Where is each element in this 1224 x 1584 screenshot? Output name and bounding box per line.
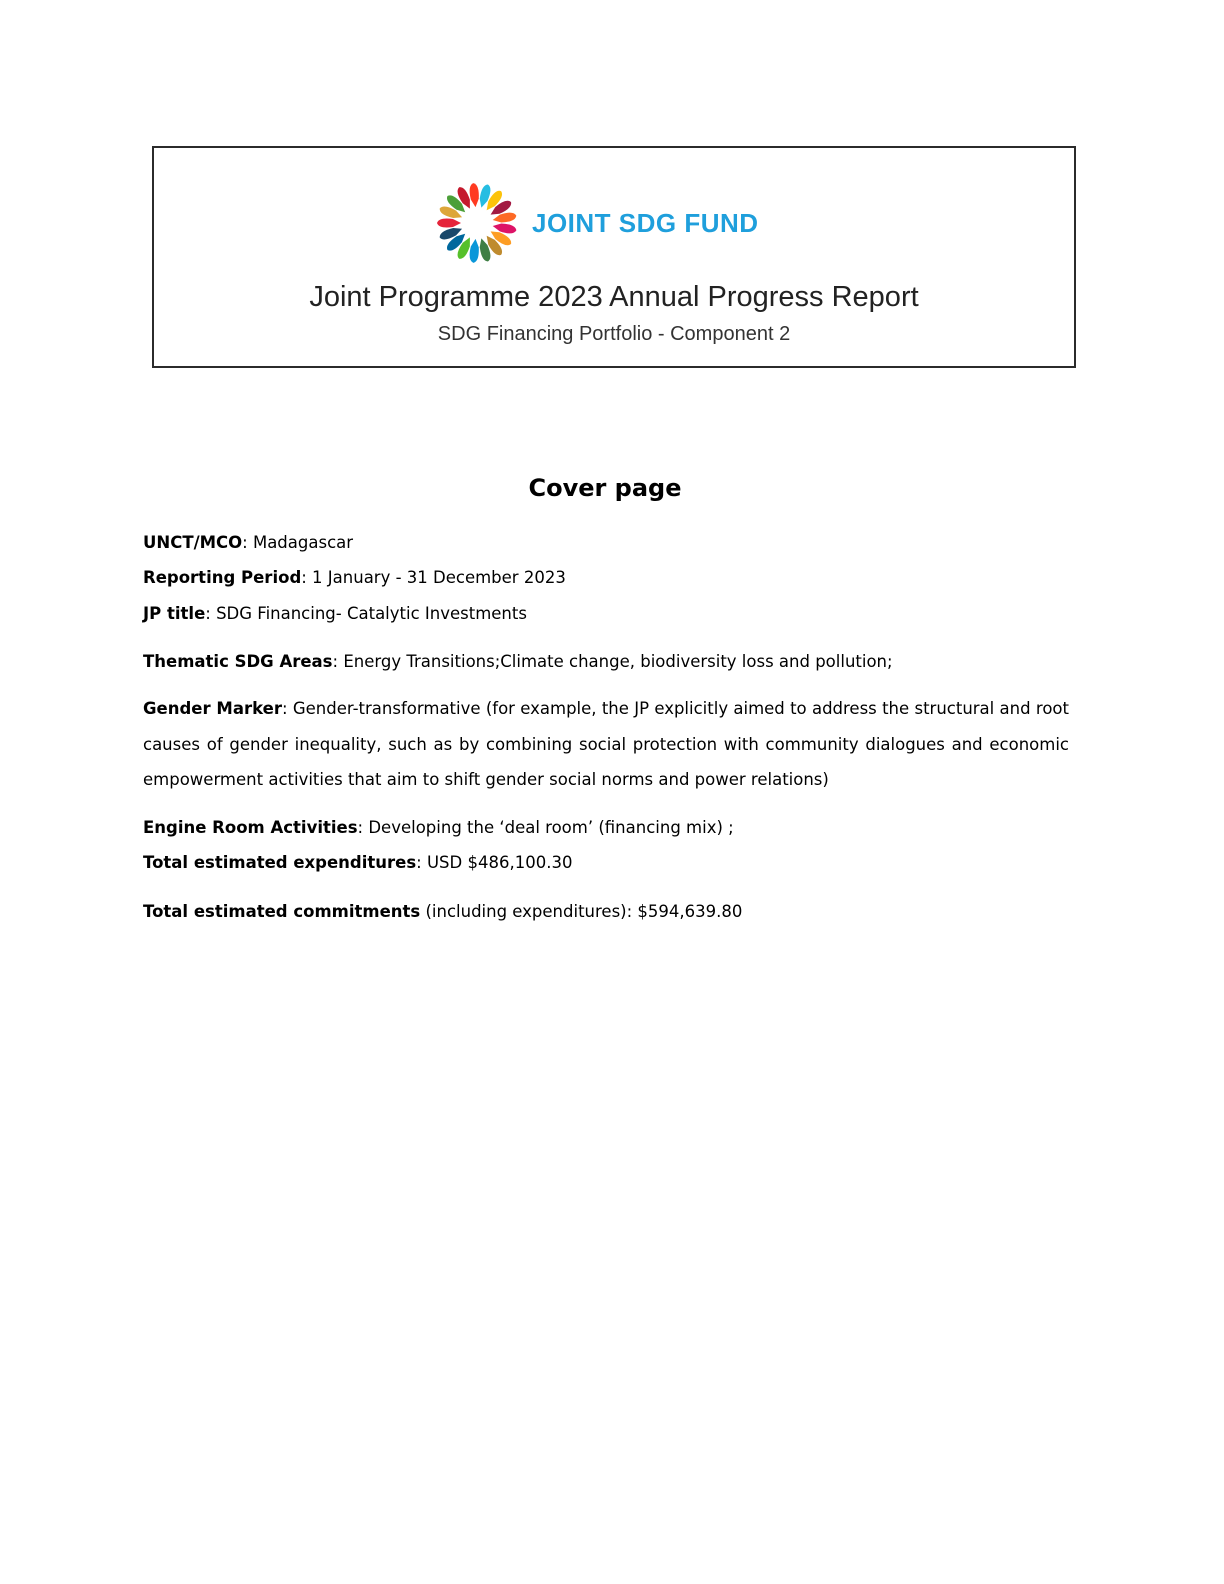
field-value: : SDG Financing- Catalytic Investments [205, 604, 527, 623]
field-value: : Madagascar [242, 533, 354, 552]
field-label: UNCT/MCO [143, 533, 243, 552]
report-header-box [152, 146, 1076, 368]
field-engine-room-activities [143, 810, 1069, 846]
sdg-wheel-icon [434, 180, 520, 266]
field-unct-mco [143, 525, 1069, 561]
logo-text: JOINT SDG FUND [532, 207, 759, 238]
field-label: JP title [143, 604, 206, 623]
field-value: : Gender-transformative (for example, the JP explicitly aimed to address the structural and root causes of gender inequality, such as by combining social protection with community dialogues and economic empowerment activities that aim to shift gender social norms and power relations) [143, 699, 1069, 789]
field-value: : 1 January - 31 December 2023 [301, 568, 566, 587]
field-thematic-sdg-areas [143, 644, 1069, 680]
sdg-wheel-petal [469, 239, 480, 264]
sdg-wheel-petal [437, 219, 461, 228]
joint-sdg-fund-logo [434, 180, 759, 266]
field-label: Thematic SDG Areas [143, 652, 333, 671]
field-label: Engine Room Activities [143, 818, 358, 837]
field-value: : Energy Transitions;Climate change, biodiversity loss and pollution; [332, 652, 893, 671]
cover-page-title: Cover page [528, 474, 682, 502]
field-jp-title [143, 596, 1069, 632]
field-value: : Developing the ‘deal room’ (financing mix) ; [357, 818, 734, 837]
field-value: : USD $486,100.30 [416, 853, 573, 872]
report-subtitle: SDG Financing Portfolio - Component 2 [437, 323, 791, 345]
field-gender-marker [143, 691, 1069, 798]
field-label: Total estimated commitments [143, 902, 421, 921]
field-label: Reporting Period [143, 568, 302, 587]
report-title: Joint Programme 2023 Annual Progress Report [309, 281, 919, 313]
field-total-commitments [143, 894, 1069, 930]
sdg-wheel-petal [469, 183, 480, 208]
field-total-expenditures [143, 845, 1069, 881]
field-reporting-period [143, 560, 1069, 596]
field-label: Total estimated expenditures [143, 853, 417, 872]
field-value: (including expenditures): $594,639.80 [420, 902, 743, 921]
field-label: Gender Marker [143, 699, 282, 718]
